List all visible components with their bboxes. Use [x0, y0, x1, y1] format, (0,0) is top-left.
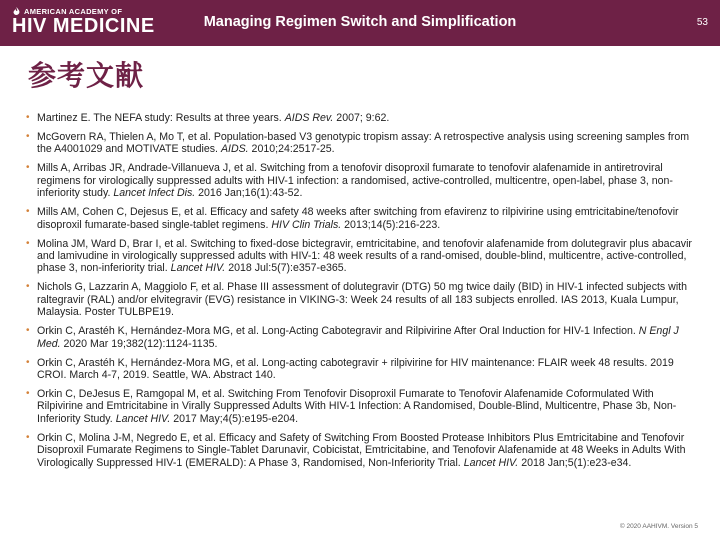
- reference-text: Mills AM, Cohen C, Dejesus E, et al. Efficacy and safety 48 weeks after switching from efavirenz to rilpivirine using emtricitabine/tenofovir disoproxil fumarate-based single-tablet regimens.: [37, 206, 679, 231]
- reference-item: [26, 325, 698, 350]
- reference-text: Martinez E. The NEFA study: Results at three years.: [37, 112, 285, 124]
- reference-journal: Lancet HIV.: [170, 262, 226, 275]
- bullet-icon: •: [26, 431, 30, 443]
- reference-text: Orkin C, Molina J-M, Negredo E, et al. Efficacy and Safety of Switching From Boosted Protease Inhibitors Plus Emtricitabine and Tenofovir Disoproxil Fumarate Regimens to Single-Tablet Darunavir, Cobicistat, Emtricitabine, and Tenofovir Alafenamide at 48 Weeks in Adults With Virologically Suppressed HIV-1 (EMERALD): A Phase 3, Randomised, Non-Inferiority Trial.: [37, 431, 686, 469]
- reference-text: Orkin C, Arastéh K, Hernández-Mora MG, et al. Long-acting cabotegravir + rilpivirine for HIV maintenance: FLAIR week 48 results. 2019 CROI. March 4-7, 2019. Seattle, WA. Abstract 140.: [37, 356, 674, 382]
- bullet-icon: •: [26, 237, 30, 249]
- reference-text: Molina JM, Ward D, Brar I, et al. Switching to fixed-dose bictegravir, emtricitabine, and tenofovir alafenamide from dolutegravir plus abacavir and lamivudine in virologically suppressed adults with HIV-1: 48 week results of a rand-omised, double-blind, multicentre, active-controlled, phase 3, non-inferiority trial.: [37, 237, 692, 275]
- footer-copyright: © 2020 AAHIVM. Version 5: [619, 523, 698, 530]
- bullet-icon: •: [26, 356, 30, 368]
- reference-citation: 2017 May;4(5):e195-e204.: [170, 412, 299, 425]
- reference-item: [26, 388, 698, 425]
- reference-item: [26, 206, 698, 231]
- reference-journal: AIDS Rev.: [284, 112, 334, 124]
- reference-citation: 2013;14(5):216-223.: [341, 218, 441, 231]
- reference-journal: AIDS.: [220, 143, 249, 156]
- reference-text: Orkin C, DeJesus E, Ramgopal M, et al. Switching From Tenofovir Disoproxil Fumarate to Tenofovir Alafenamide Coformulated With Rilpivirine and Emtricitabine in Virally Suppressed Adults With HIV-1 Infection: A Randomised, Double-Blind, Multicentre, Phase 3b, Non-Inferiority Study.: [37, 388, 677, 425]
- bullet-icon: •: [26, 325, 30, 337]
- bullet-icon: •: [26, 131, 30, 142]
- reference-journal: Lancet HIV.: [115, 412, 171, 425]
- bullet-icon: •: [26, 162, 30, 174]
- reference-journal: HIV Clin Trials.: [271, 218, 342, 231]
- bullet-icon: •: [26, 388, 30, 400]
- reference-item: [26, 131, 698, 156]
- reference-item: [26, 162, 698, 199]
- reference-item: [26, 238, 698, 275]
- bullet-icon: •: [26, 206, 30, 218]
- reference-citation: 2018 Jul:5(7):e357-e365.: [225, 262, 347, 275]
- bullet-icon: •: [26, 112, 30, 123]
- reference-item: [26, 357, 698, 382]
- bullet-icon: •: [26, 281, 30, 293]
- reference-list: [26, 112, 698, 476]
- reference-text: Orkin C, Arastéh K, Hernández-Mora MG, et al. Long-Acting Cabotegravir and Rilpivirine After Oral Induction for HIV-1 Infection.: [37, 325, 639, 338]
- reference-citation: 2018 Jan;5(1):e23-e34.: [518, 456, 632, 469]
- logo-top-text: AMERICAN ACADEMY OF: [24, 7, 123, 16]
- logo-main-text: HIV MEDICINE: [12, 15, 155, 37]
- reference-citation: 2016 Jan;16(1):43-52.: [195, 187, 303, 200]
- reference-citation: 2010;24:2517-25.: [248, 143, 335, 156]
- reference-journal: Lancet HIV.: [463, 456, 519, 469]
- header-bar: [0, 0, 720, 46]
- reference-item: [26, 112, 698, 124]
- reference-item: [26, 432, 698, 469]
- reference-item: [26, 281, 698, 318]
- reference-journal: Lancet Infect Dis.: [113, 187, 196, 200]
- reference-text: Mills A, Arribas JR, Andrade-Villanueva J, et al. Switching from a tenofovir disoproxil fumarate to tenofovir alafenamide in antiretroviral regimens for virologically suppressed adults with HIV-1 infection: a randomised, active-controlled, multicentre, open-label, phase 3, non-inferiority study.: [37, 162, 673, 200]
- reference-text: McGovern RA, Thielen A, Mo T, et al. Population-based V3 genotypic tropism assay: A retrospective analysis using screening samples from the A4001029 and MOTIVATE studies.: [37, 131, 690, 156]
- reference-journal: N Engl J Med.: [37, 325, 679, 350]
- page-heading: 参考文献: [28, 59, 145, 92]
- page-number: 53: [696, 17, 708, 28]
- reference-text: Nichols G, Lazzarin A, Maggiolo F, et al. Phase III assessment of dolutegravir (DTG) 50 mg twice daily (BID) in HIV-1 infected subjects with raltegravir (RAL) and/or elvitegravir (EVG) resistance in VIKING-3: Week 24 results of all 183 subjects enrolled. IAS 2013, Kuala Lumpur, Malaysia. Poster TULBPE19.: [37, 281, 688, 319]
- reference-citation: 2020 Mar 19;382(12):1124-1135.: [60, 337, 218, 350]
- reference-citation: 2007; 9:62.: [333, 112, 390, 124]
- slide-title: Managing Regimen Switch and Simplification: [203, 14, 517, 30]
